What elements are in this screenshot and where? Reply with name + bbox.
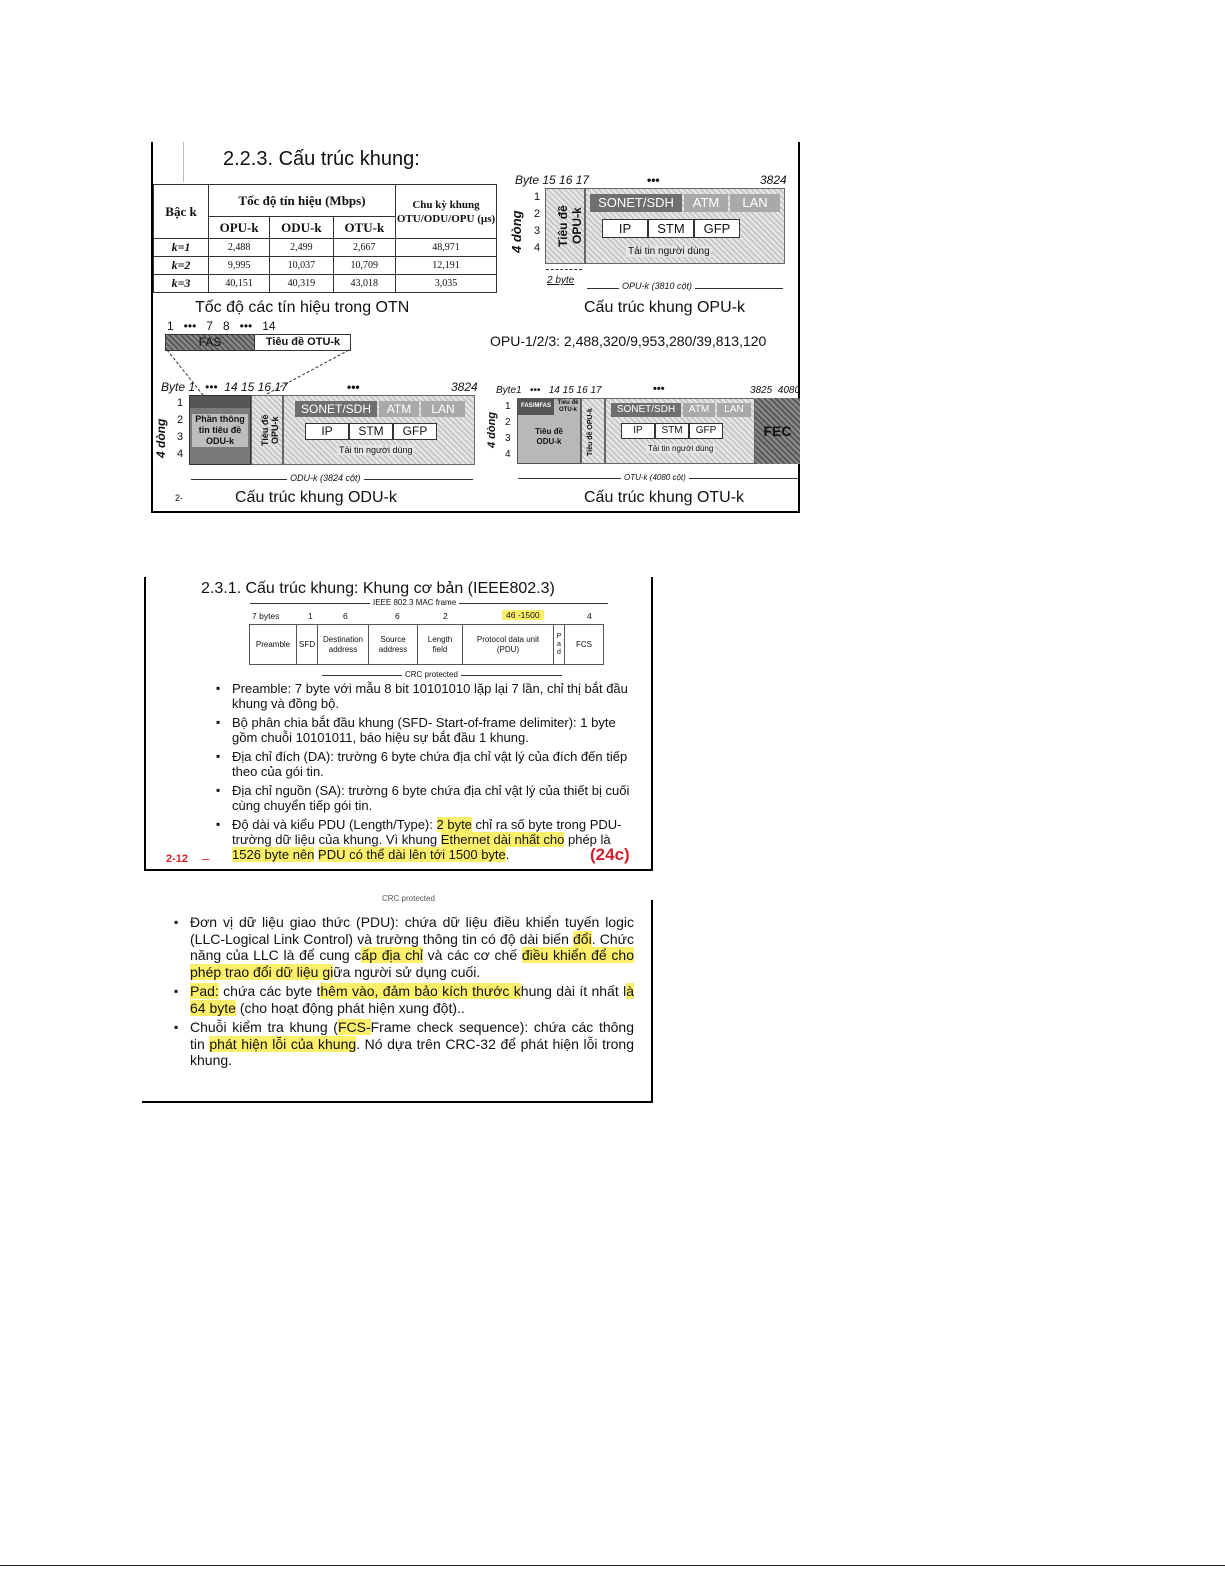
cell-otu: 2,667 — [333, 239, 395, 257]
size-sfd: 1 — [308, 611, 313, 621]
list-item: ▪ Bộ phân chia bắt đầu khung (SFD- Start-of-frame delimiter): 1 byte gồm chuỗi 10101011, báo hiệu sự bắt đầu 1 khung. — [216, 715, 640, 745]
odu-overhead — [189, 395, 251, 465]
cell-opu: 9,995 — [209, 257, 270, 275]
list-item: ▪ Pad: chứa các byte thêm vào, đảm bảo kích thước khung dài ít nhất là 64 byte (cho hoạt động phát hiện xung đột).. — [174, 983, 634, 1016]
opu-caption: Cấu trúc khung OPU-k — [584, 299, 745, 316]
otu-payload-label: Tải tin người dùng — [648, 444, 714, 453]
opu-rates: OPU-1/2/3: 2,488,320/9,953,280/39,813,120 — [490, 333, 767, 349]
opu-dots: ••• — [647, 173, 660, 187]
table-row — [154, 239, 497, 257]
otu-stm-box: STM — [655, 423, 689, 439]
cell-odu: 10,037 — [270, 257, 333, 275]
table-row — [154, 257, 497, 275]
odu-opu-header: Tiêu đề OPU-k — [251, 395, 283, 465]
crc-label-cut: CRC protected — [382, 894, 435, 903]
otu-fec-box: FEC — [755, 398, 800, 464]
slide-title: 2.3.1. Cấu trúc khung: Khung cơ bản (IEEE802.3) — [201, 580, 555, 597]
otu-byte-label: Byte1 ••• 14 15 16 17 — [496, 385, 602, 396]
cell-otu: 10,709 — [333, 257, 395, 275]
size-src: 6 — [395, 611, 400, 621]
odu-ip-box: IP — [305, 423, 349, 440]
odu-width-label: ODU-k (3824 cột) — [287, 473, 364, 483]
odu-end-col: 3824 — [451, 380, 478, 394]
odu-lan-box: LAN — [421, 401, 465, 417]
opu-stm-box: STM — [648, 219, 694, 238]
cell-k: k=3 — [154, 275, 209, 293]
otu-overhead — [517, 398, 581, 464]
odu-sonet-box: SONET/SDH — [295, 401, 377, 417]
field-length: Length field — [418, 625, 463, 665]
opu-rows-label: 4 dòng — [509, 210, 524, 254]
otu-odu-header-label: Tiêu đề ODU-k — [535, 427, 563, 446]
opu-end-col: 3824 — [760, 173, 787, 187]
field-pdu: Protocol data unit (PDU) — [463, 625, 554, 665]
odu-page: 2- — [175, 493, 184, 503]
page-number: 2-12 — [166, 853, 189, 865]
opu-header-label: Tiêu đề OPU-k — [556, 205, 584, 247]
list-item: ▪ Địa chỉ đích (DA): trường 6 byte chứa địa chỉ vật lý của đích đến tiếp theo của gói tin. — [216, 749, 640, 779]
otu-gfp-box: GFP — [689, 423, 723, 439]
odu-byte-label: Byte 1 ••• 14 15 16 17 — [161, 380, 288, 394]
size-length: 2 — [443, 611, 448, 621]
otu-dots: ••• — [653, 383, 665, 395]
otu-row-numbers: 1 2 3 4 — [505, 401, 511, 460]
opu-lan-box: LAN — [730, 194, 780, 212]
opu-2byte-label: 2 byte — [547, 275, 575, 286]
field-destination: Destination address — [318, 625, 369, 665]
ethernet-frame-fields — [249, 624, 604, 665]
opu-atm-box: ATM — [684, 194, 728, 212]
col-period: Chu kỳ khung OTU/ODU/OPU (µs) — [396, 185, 497, 239]
otu-header-box: Tiêu đề OTU-k — [254, 335, 351, 350]
field-descriptions — [216, 681, 640, 866]
otu-atm-box: ATM — [683, 403, 715, 417]
cell-period: 48,971 — [396, 239, 497, 257]
otu-opu-header: Tiêu đề OPU-k — [581, 398, 605, 464]
opu-sonet-box: SONET/SDH — [590, 194, 682, 212]
cell-odu: 2,499 — [270, 239, 333, 257]
cell-k: k=1 — [154, 239, 209, 257]
opu-row-numbers: 1 2 3 4 — [534, 191, 541, 254]
otu-caption: Cấu trúc khung OTU-k — [584, 489, 745, 506]
opu-byte-label: Byte 15 16 17 — [515, 173, 590, 187]
otu-rows-label: 4 dòng — [486, 411, 498, 449]
size-fcs: 4 — [587, 611, 592, 621]
cell-k: k=2 — [154, 257, 209, 275]
odu-caption: Cấu trúc khung ODU-k — [235, 489, 397, 506]
field-fcs: FCS — [565, 625, 604, 665]
field-descriptions — [174, 914, 634, 1072]
opu-gfp-box: GFP — [694, 219, 740, 238]
list-item: ▪ Đơn vị dữ liệu giao thức (PDU): chứa dữ liệu điều khiển tuyến logic (LLC-Logical Link Control) và trường thông tin có độ dài biến đổi. Chức năng của LLC là để cung cấp địa chỉ và các cơ chế điều khiển để cho phép trao đổi dữ liệu giữa người sử dụng cuối. — [174, 914, 634, 980]
opu-ip-box: IP — [602, 219, 648, 238]
list-item: ▪ Chuỗi kiểm tra khung (FCS-Frame check sequence): chứa các thông tin phát hiện lỗi của khung. Nó dựa trên CRC-32 để phát hiện lỗi trong khung. — [174, 1019, 634, 1069]
mac-frame-label: IEEE 802.3 MAC frame — [370, 598, 459, 607]
odu-row-numbers: 1 2 3 4 — [177, 397, 184, 460]
odu-atm-box: ATM — [379, 401, 419, 417]
field-preamble: Preamble — [250, 625, 297, 665]
field-source: Source address — [369, 625, 418, 665]
size-preamble: 7 bytes — [252, 611, 280, 621]
slide-divider — [183, 142, 184, 182]
fas-columns: 1 ••• 7 8 ••• 14 — [167, 319, 276, 333]
opu-overhead — [545, 188, 585, 264]
field-pad: P a d — [554, 625, 565, 665]
col-opu: OPU-k — [209, 217, 270, 239]
opu-payload-label: Tải tin người dùng — [628, 246, 710, 257]
cell-opu: 2,488 — [209, 239, 270, 257]
opu-width-label: OPU-k (3810 cột) — [619, 281, 695, 291]
ethernet-frame-slide — [144, 577, 653, 871]
field-sfd: SFD — [297, 625, 318, 665]
handwritten-note: (24c) — [590, 845, 630, 864]
cell-otu: 43,018 — [333, 275, 395, 293]
odu-gfp-box: GFP — [393, 423, 437, 440]
otu-width-label: OTU-k (4080 cột) — [621, 473, 689, 482]
page-dash: – — [202, 851, 210, 866]
odu-payload-label: Tải tin người dùng — [339, 445, 413, 455]
size-dest: 6 — [343, 611, 348, 621]
page-bottom-rule — [0, 1565, 1225, 1566]
odu-oh-label: Phần thông tin tiêu đề ODU-k — [192, 414, 248, 447]
cell-period: 3,035 — [396, 275, 497, 293]
list-item: ▪ Địa chỉ nguồn (SA): trường 6 byte chứa địa chỉ vật lý của thiết bị cuối cùng chuyển tiếp gói tin. — [216, 783, 640, 813]
fas-strip — [165, 334, 351, 351]
otu-fas-label: FAS/MFAS — [520, 403, 551, 409]
odu-rows-label: 4 dòng — [154, 418, 168, 458]
odu-dots: ••• — [347, 380, 360, 394]
table-row — [154, 275, 497, 293]
crc-label: CRC protected — [402, 670, 461, 679]
fas-box: FAS — [166, 335, 254, 350]
otu-lan-box: LAN — [717, 403, 751, 417]
col-rate: Tốc độ tín hiệu (Mbps) — [209, 185, 396, 217]
opu-2byte-arrow — [546, 269, 582, 270]
cell-odu: 40,319 — [270, 275, 333, 293]
col-level: Bậc k — [154, 185, 209, 239]
otu-sonet-box: SONET/SDH — [611, 403, 681, 417]
table-caption: Tốc độ các tín hiệu trong OTN — [195, 299, 410, 316]
otu-end-col: 3825 4080 — [750, 385, 801, 396]
otn-frame-slide — [151, 142, 800, 513]
size-pdu: 46 -1500 — [502, 610, 544, 620]
cell-period: 12,191 — [396, 257, 497, 275]
odu-stm-box: STM — [349, 423, 393, 440]
otu-ip-box: IP — [621, 423, 655, 439]
cell-opu: 40,151 — [209, 275, 270, 293]
list-item: ▪ Preamble: 7 byte với mẫu 8 bit 10101010 lặp lại 7 lần, chỉ thị bắt đầu khung và đồng bộ. — [216, 681, 640, 711]
slide-title: 2.2.3. Cấu trúc khung: — [223, 148, 420, 170]
ethernet-fields-slide — [142, 894, 653, 1103]
col-otu: OTU-k — [333, 217, 395, 239]
otn-rate-table — [153, 184, 497, 293]
col-odu: ODU-k — [270, 217, 333, 239]
list-item: ▪ Độ dài và kiểu PDU (Length/Type): 2 byte chỉ ra số byte trong PDU- trường dữ liệu của khung. Vì khung Ethernet dài nhất cho phép là 1526 byte nên PDU có thể dài lên tới 1500 byte. — [216, 817, 640, 862]
otu-header-label: Tiêu đề OTU-k — [557, 400, 579, 413]
